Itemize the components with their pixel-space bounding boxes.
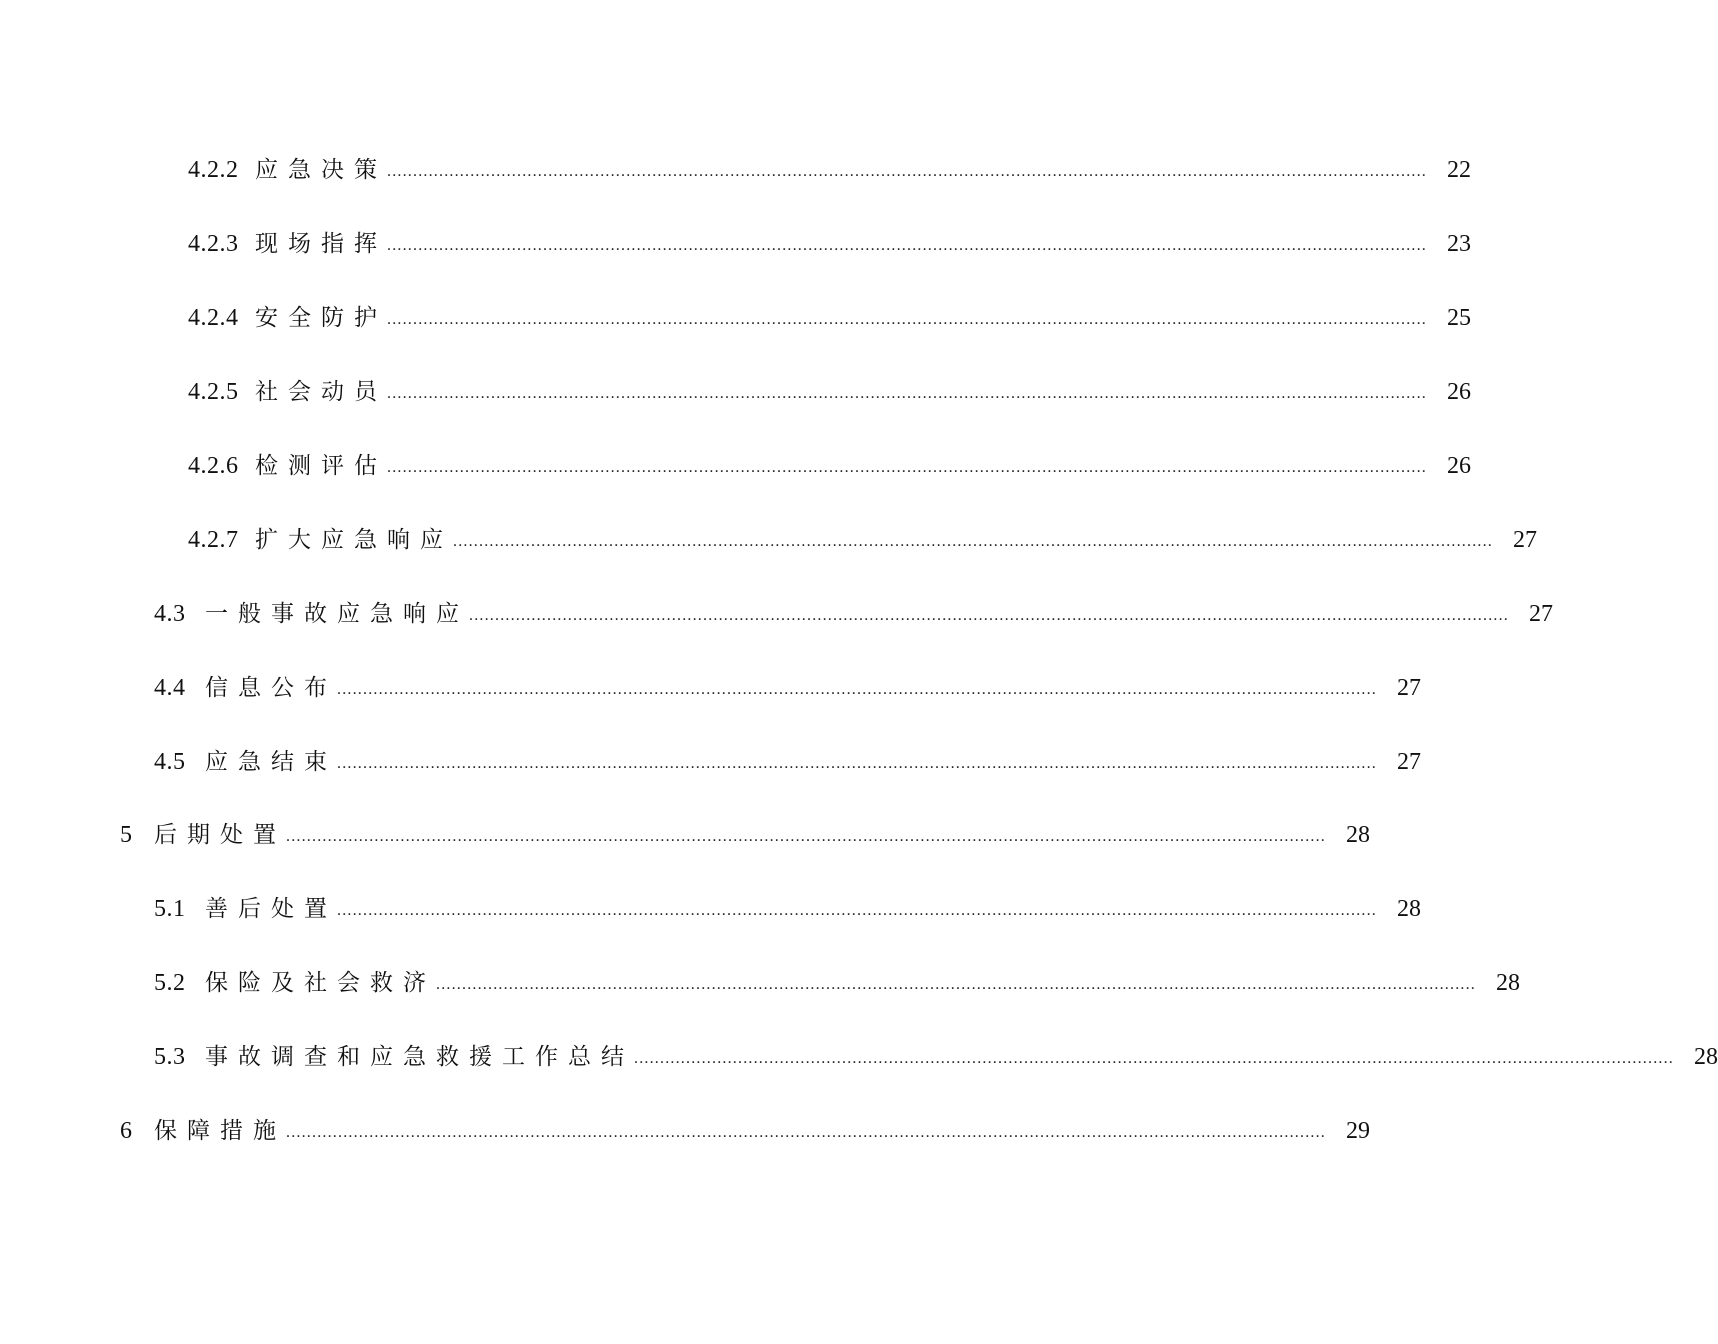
toc-entry-number: 5 (120, 822, 133, 848)
toc-entry-number: 4.2.5 (188, 379, 239, 405)
toc-entry[interactable] (188, 150, 1471, 190)
toc-entry-title: 应急决策 (255, 157, 387, 183)
toc-entry-title: 保险及社会救济 (205, 970, 436, 996)
toc-entry[interactable] (154, 963, 1520, 1003)
toc-dot-leader: ........................................................................................................................................................................................................ (337, 755, 1377, 772)
toc-entry-title: 善后处置 (205, 896, 337, 922)
toc-entry-page: 26 (1447, 379, 1471, 405)
toc-dot-leader: ........................................................................................................................................................................................................ (387, 311, 1427, 328)
toc-dot-leader: ........................................................................................................................................................................................................ (387, 385, 1427, 402)
toc-entry-page: 26 (1447, 453, 1471, 479)
toc-entry-page: 27 (1397, 749, 1421, 775)
toc-entry-title: 安全防护 (255, 305, 387, 331)
toc-entry-page: 28 (1496, 970, 1520, 996)
toc-dot-leader: ........................................................................................................................................................................................................ (387, 237, 1427, 254)
toc-entry-title: 后期处置 (154, 822, 286, 848)
toc-entry-page: 28 (1346, 822, 1370, 848)
toc-entry[interactable] (120, 1111, 1370, 1151)
toc-entry-number: 6 (120, 1118, 133, 1144)
toc-entry[interactable] (188, 298, 1471, 338)
toc-entry-number: 4.5 (154, 749, 186, 775)
toc-entry-page: 29 (1346, 1118, 1370, 1144)
toc-entry-page: 28 (1694, 1044, 1718, 1070)
toc-dot-leader: ........................................................................................................................................................................................................ (387, 459, 1427, 476)
toc-entry-title: 检测评估 (255, 453, 387, 479)
toc-entry[interactable] (120, 815, 1370, 855)
toc-entry-title: 保障措施 (154, 1118, 286, 1144)
toc-entry[interactable] (154, 1037, 1718, 1077)
toc-entry[interactable] (188, 446, 1471, 486)
toc-entry-number: 5.3 (154, 1044, 186, 1070)
toc-entry-page: 22 (1447, 157, 1471, 183)
toc-entry[interactable] (154, 668, 1421, 708)
toc-entry-title: 信息公布 (205, 675, 337, 701)
toc-dot-leader: ........................................................................................................................................................................................................ (387, 163, 1427, 180)
toc-entry-page: 23 (1447, 231, 1471, 257)
toc-entry[interactable] (188, 520, 1537, 560)
toc-dot-leader: ........................................................................................................................................................................................................ (436, 976, 1476, 993)
toc-entry-number: 4.2.6 (188, 453, 239, 479)
toc-dot-leader: ........................................................................................................................................................................................................ (337, 902, 1377, 919)
toc-entry[interactable] (154, 742, 1421, 782)
toc-entry-page: 27 (1397, 675, 1421, 701)
toc-entry-title: 应急结束 (205, 749, 337, 775)
toc-entry[interactable] (188, 372, 1471, 412)
toc-entry-number: 4.2.4 (188, 305, 239, 331)
toc-entry-number: 4.3 (154, 601, 186, 627)
toc-entry-number: 5.2 (154, 970, 186, 996)
toc-dot-leader: ........................................................................................................................................................................................................ (286, 828, 1326, 845)
toc-entry-number: 4.2.7 (188, 527, 239, 553)
toc-entry-title: 现场指挥 (255, 231, 387, 257)
toc-entry-title: 扩大应急响应 (255, 527, 453, 553)
toc-entry-page: 27 (1529, 601, 1553, 627)
toc-entry[interactable] (188, 224, 1471, 264)
toc-entry-page: 27 (1513, 527, 1537, 553)
toc-dot-leader: ........................................................................................................................................................................................................ (286, 1124, 1326, 1141)
toc-dot-leader: ........................................................................................................................................................................................................ (634, 1050, 1674, 1067)
toc-entry-page: 28 (1397, 896, 1421, 922)
toc-entry-title: 事故调查和应急救援工作总结 (205, 1044, 634, 1070)
toc-entry-page: 25 (1447, 305, 1471, 331)
toc-dot-leader: ........................................................................................................................................................................................................ (337, 681, 1377, 698)
toc-entry-number: 5.1 (154, 896, 186, 922)
toc-entry-title: 社会动员 (255, 379, 387, 405)
toc-entry-number: 4.2.2 (188, 157, 239, 183)
toc-entry-number: 4.2.3 (188, 231, 239, 257)
toc-entry[interactable] (154, 594, 1553, 634)
toc-entry-title: 一般事故应急响应 (205, 601, 469, 627)
toc-entry-number: 4.4 (154, 675, 186, 701)
toc-dot-leader: ........................................................................................................................................................................................................ (469, 607, 1509, 624)
toc-dot-leader: ........................................................................................................................................................................................................ (453, 533, 1493, 550)
toc-entry[interactable] (154, 889, 1421, 929)
